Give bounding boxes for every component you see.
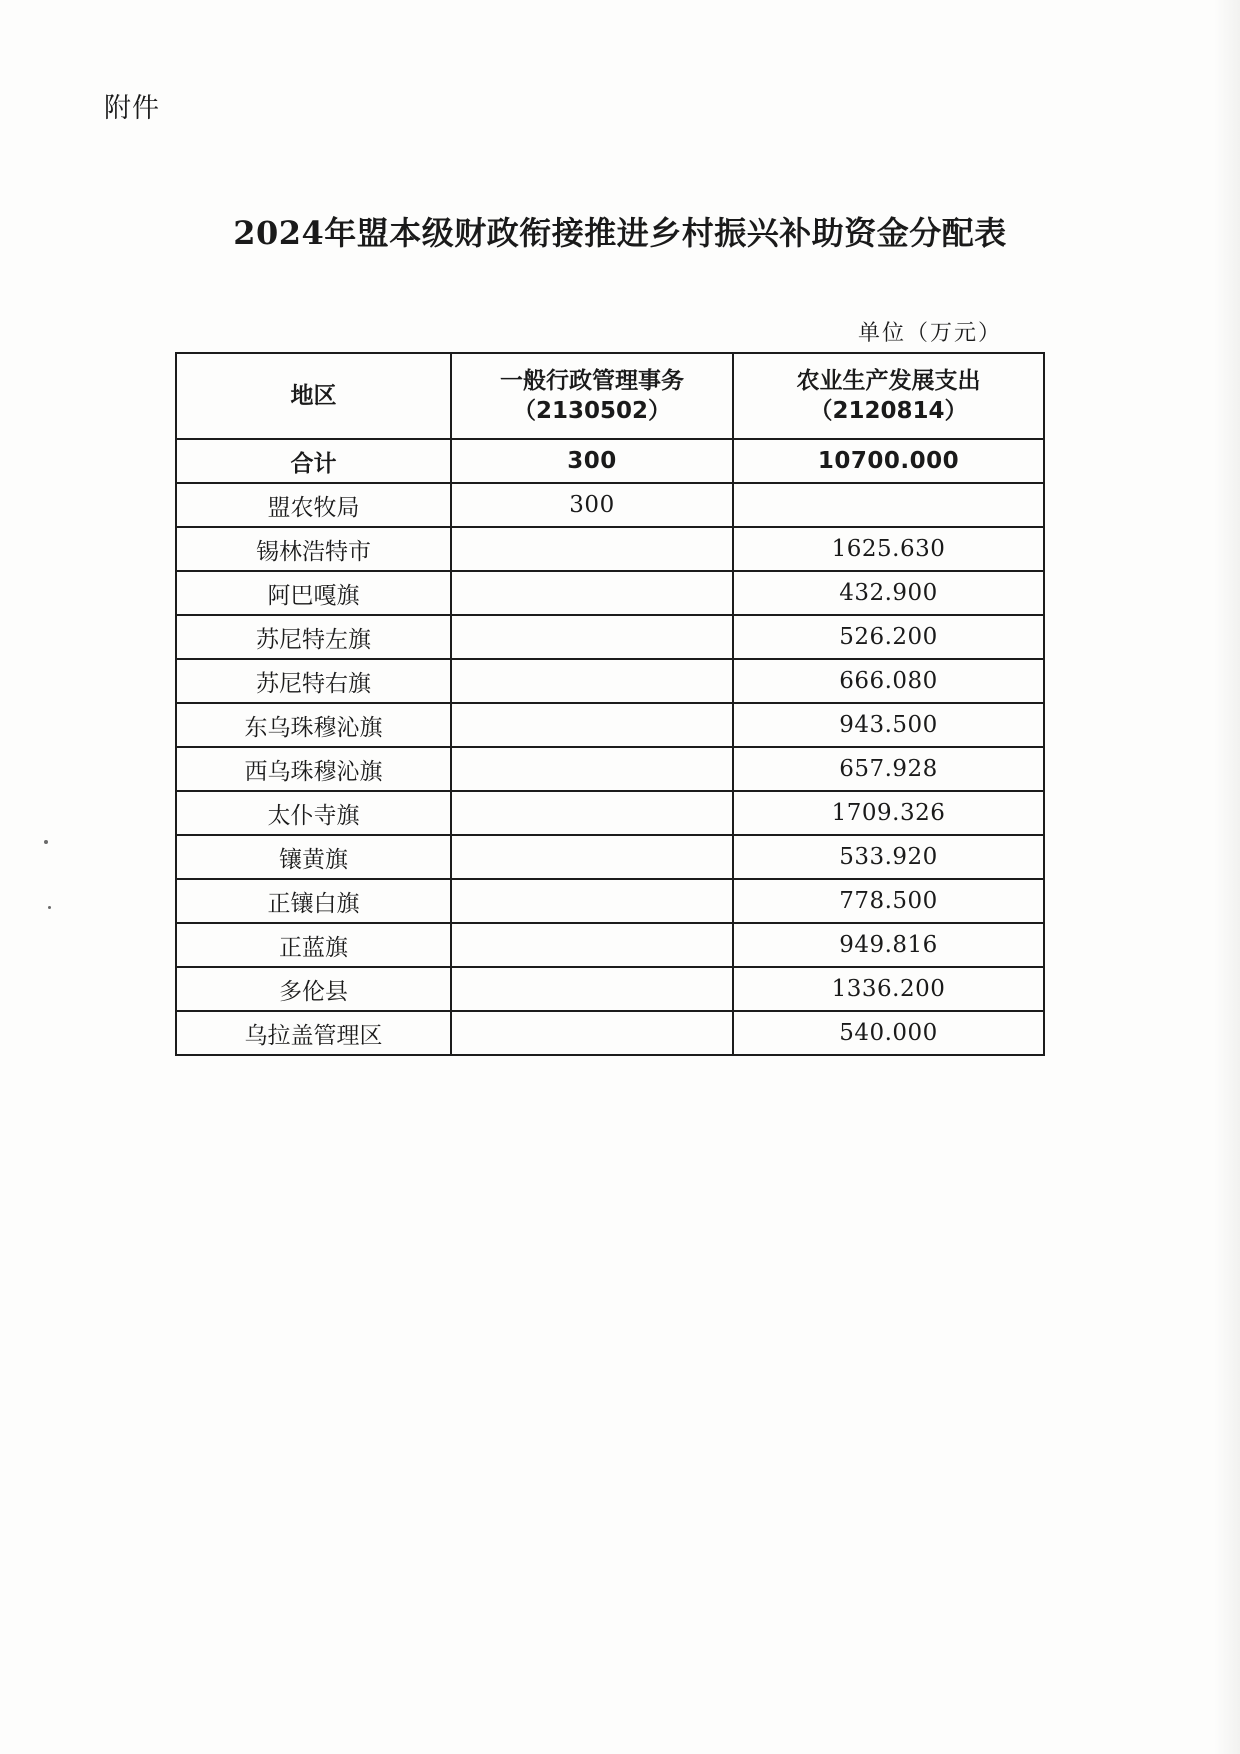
- table-row: [176, 571, 1044, 615]
- cell-agri: 432.900: [733, 571, 1044, 615]
- cell-admin: [451, 1011, 733, 1055]
- cell-agri: 1336.200: [733, 967, 1044, 1011]
- cell-region: 锡林浩特市: [176, 527, 451, 571]
- table-row: [176, 967, 1044, 1011]
- cell-region: 乌拉盖管理区: [176, 1011, 451, 1055]
- header-agri-code: （2120814）: [809, 398, 968, 424]
- table-total-row: [176, 439, 1044, 483]
- cell-region: 多伦县: [176, 967, 451, 1011]
- cell-admin: [451, 615, 733, 659]
- cell-admin: [451, 527, 733, 571]
- cell-admin: [451, 571, 733, 615]
- cell-region: 西乌珠穆沁旗: [176, 747, 451, 791]
- document-title: 2024年盟本级财政衔接推进乡村振兴补助资金分配表: [233, 214, 1007, 252]
- cell-agri: [733, 483, 1044, 527]
- cell-region: 正蓝旗: [176, 923, 451, 967]
- cell-agri: 533.920: [733, 835, 1044, 879]
- cell-admin: [451, 835, 733, 879]
- table-row: [176, 835, 1044, 879]
- allocation-table: [175, 352, 1045, 1056]
- attachment-label: 附件: [104, 93, 160, 124]
- cell-region: 太仆寺旗: [176, 791, 451, 835]
- table-row: [176, 527, 1044, 571]
- table-row: [176, 703, 1044, 747]
- cell-admin: [451, 967, 733, 1011]
- cell-agri: 526.200: [733, 615, 1044, 659]
- cell-admin: [451, 791, 733, 835]
- cell-region: 盟农牧局: [176, 483, 451, 527]
- table-header-row: [176, 353, 1044, 439]
- cell-region: 正镶白旗: [176, 879, 451, 923]
- scan-speck: [44, 840, 48, 844]
- page-edge-shadow: [1214, 0, 1240, 1754]
- header-agri: [733, 353, 1044, 439]
- table-row: [176, 879, 1044, 923]
- cell-region: 东乌珠穆沁旗: [176, 703, 451, 747]
- cell-agri: 1709.326: [733, 791, 1044, 835]
- table-row: [176, 659, 1044, 703]
- header-agri-name: 农业生产发展支出: [796, 368, 981, 394]
- cell-agri: 949.816: [733, 923, 1044, 967]
- cell-region: 苏尼特左旗: [176, 615, 451, 659]
- table-row: [176, 747, 1044, 791]
- total-agri: 10700.000: [733, 439, 1044, 483]
- cell-region: 苏尼特右旗: [176, 659, 451, 703]
- cell-admin: [451, 747, 733, 791]
- cell-agri: 540.000: [733, 1011, 1044, 1055]
- cell-agri: 778.500: [733, 879, 1044, 923]
- table-row: [176, 483, 1044, 527]
- table-row: [176, 615, 1044, 659]
- header-admin-name: 一般行政管理事务: [500, 368, 684, 394]
- scan-speck: [48, 906, 51, 909]
- cell-agri: 666.080: [733, 659, 1044, 703]
- table-row: [176, 1011, 1044, 1055]
- table-row: [176, 923, 1044, 967]
- unit-label: 单位（万元）: [858, 321, 1003, 346]
- table-row: [176, 791, 1044, 835]
- total-label: 合计: [176, 439, 451, 483]
- cell-agri: 1625.630: [733, 527, 1044, 571]
- total-admin: 300: [451, 439, 733, 483]
- cell-admin: [451, 703, 733, 747]
- cell-region: 阿巴嘎旗: [176, 571, 451, 615]
- cell-admin: [451, 923, 733, 967]
- cell-agri: 657.928: [733, 747, 1044, 791]
- cell-admin: [451, 659, 733, 703]
- header-region: 地区: [176, 353, 451, 439]
- cell-admin: 300: [451, 483, 733, 527]
- header-admin-code: （2130502）: [512, 398, 672, 424]
- cell-admin: [451, 879, 733, 923]
- header-admin: [451, 353, 733, 439]
- cell-region: 镶黄旗: [176, 835, 451, 879]
- cell-agri: 943.500: [733, 703, 1044, 747]
